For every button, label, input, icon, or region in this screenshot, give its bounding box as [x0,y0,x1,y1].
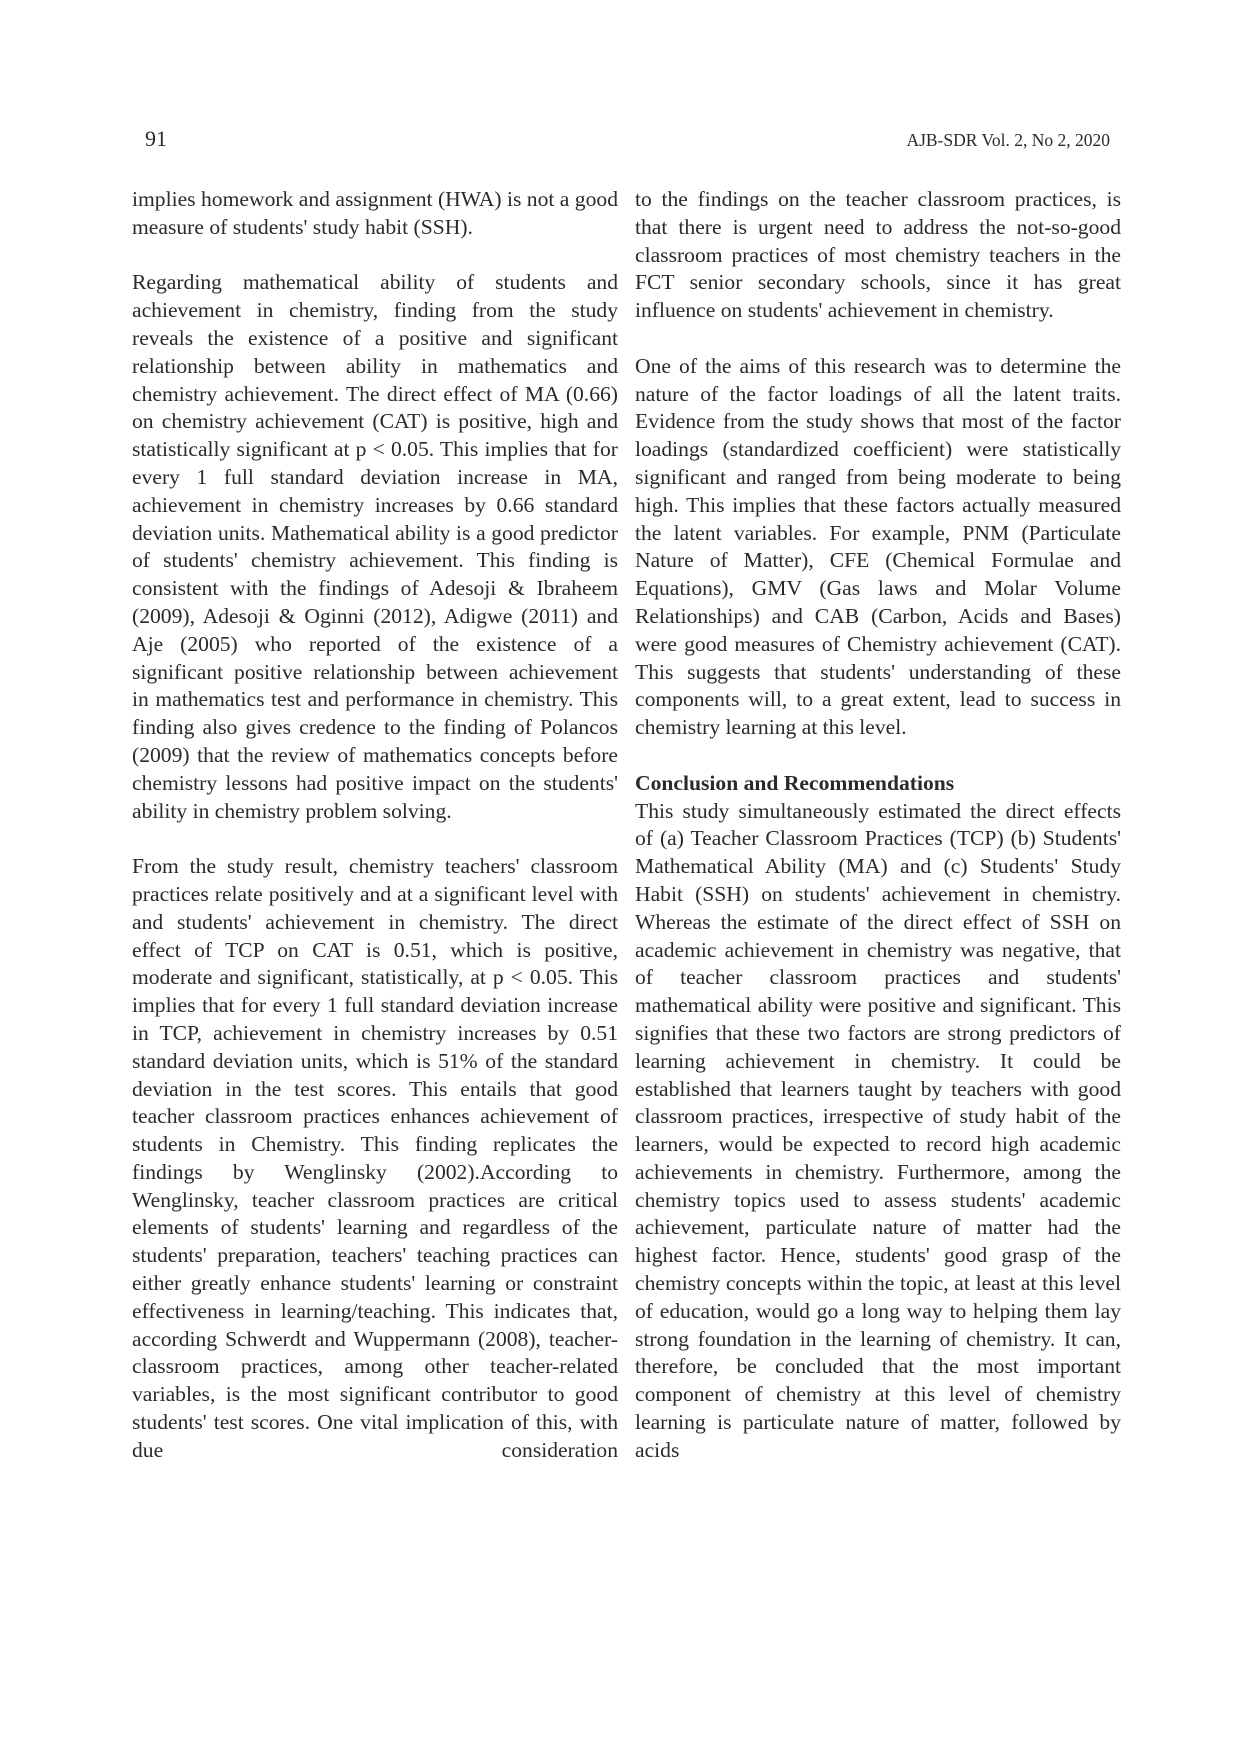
left-column [132,186,618,1465]
paragraph-implication: to the findings on the teacher classroom practices, is that there is urgent need to address the not-so-good classroom practices of most chemistry teachers in the FCT senior secondary schools, since it has great influence on students' achievement in chemistry. [635,187,1121,323]
right-column [635,186,1121,1465]
page-number: 91 [145,126,167,151]
paragraph-mathematical-ability: Regarding mathematical ability of students and achievement in chemistry, finding from the study reveals the existence of a positive and significant relationship between ability in mathematics and chemistry achievement. The direct effect of MA (0.66) on chemistry achievement (CAT) is positive, high and statistically significant at p < 0.05. This implies that for every 1 full standard deviation increase in MA, achievement in chemistry increases by 0.66 standard deviation units. Mathematical ability is a good predictor of students' chemistry achievement. This finding is consistent with the findings of Adesoji & Ibraheem (2009), Adesoji & Oginni (2012), Adigwe (2011) and Aje (2005) who reported of the existence of a significant positive relationship between achievement in mathematics test and performance in chemistry. This finding also gives credence to the finding of Polancos (2009) that the review of mathematics concepts before chemistry lessons had positive impact on the students' ability in chemistry problem solving. [132,270,618,823]
paragraph-factor-loadings: One of the aims of this research was to determine the nature of the factor loadings of all the latent traits. Evidence from the study shows that most of the factor loadings (standardized coefficient) were statistically significant and ranged from being moderate to being high. This implies that these factors actually measured the latent variables. For example, PNM (Particulate Nature of Matter), CFE (Chemical Formulae and Equations), GMV (Gas laws and Molar Volume Relationships) and CAB (Carbon, Acids and Bases) were good measures of Chemistry achievement (CAT). This suggests that students' understanding of these components will, to a great extent, lead to success in chemistry learning at this level. [635,353,1121,740]
journal-reference: AJB-SDR Vol. 2, No 2, 2020 [906,130,1110,150]
section-heading-conclusion: Conclusion and Recommendations [635,770,955,795]
paragraph-conclusion: This study simultaneously estimated the direct effects of (a) Teacher Classroom Practices (TCP) (b) Students' Mathematical Ability (MA) and (c) Students' Study Habit (SSH) on students' achievement in chemistry. Whereas the estimate of the direct effect of SSH on academic achievement in chemistry was negative, that of teacher classroom practices and students' mathematical ability were positive and significant. This signifies that these two factors are strong predictors of learning achievement in chemistry. It could be established that learners taught by teachers with good classroom practices, irrespective of study habit of the learners, would be expected to record high academic achievements in chemistry. Furthermore, among the chemistry topics used to assess students' academic achievement, particulate nature of matter had the highest factor. Hence, students' good grasp of the chemistry concepts within the topic, at least at this level of education, would go a long way to helping them lay strong foundation in the learning of chemistry. It can, therefore, be concluded that the most important component of chemistry at this level of chemistry learning is particulate nature of matter, followed by acids [635,798,1121,1462]
paragraph-teacher-practices: From the study result, chemistry teachers' classroom practices relate positively and at a significant level with and students' achievement in chemistry. The direct effect of TCP on CAT is 0.51, which is positive, moderate and significant, statistically, at p < 0.05. This implies that for every 1 full standard deviation increase in TCP, achievement in chemistry increases by 0.51 standard deviation units, which is 51% of the standard deviation in the test scores. This entails that good teacher classroom practices enhances achievement of students in Chemistry. This finding replicates the findings by Wenglinsky (2002).According to Wenglinsky, teacher classroom practices are critical elements of students' learning and regardless of the students' preparation, teachers' teaching practices can either greatly enhance students' learning or constraint effectiveness in learning/teaching. This indicates that, according Schwerdt and Wuppermann (2008), teacher-classroom practices, among other teacher-related variables, is the most significant contributor to good students' test scores. One vital implication of this, with due consideration [132,854,618,1462]
page-header [0,128,1241,158]
paragraph-hwa-continuation: implies homework and assignment (HWA) is not a good measure of students' study habit (SSH). [132,187,618,239]
